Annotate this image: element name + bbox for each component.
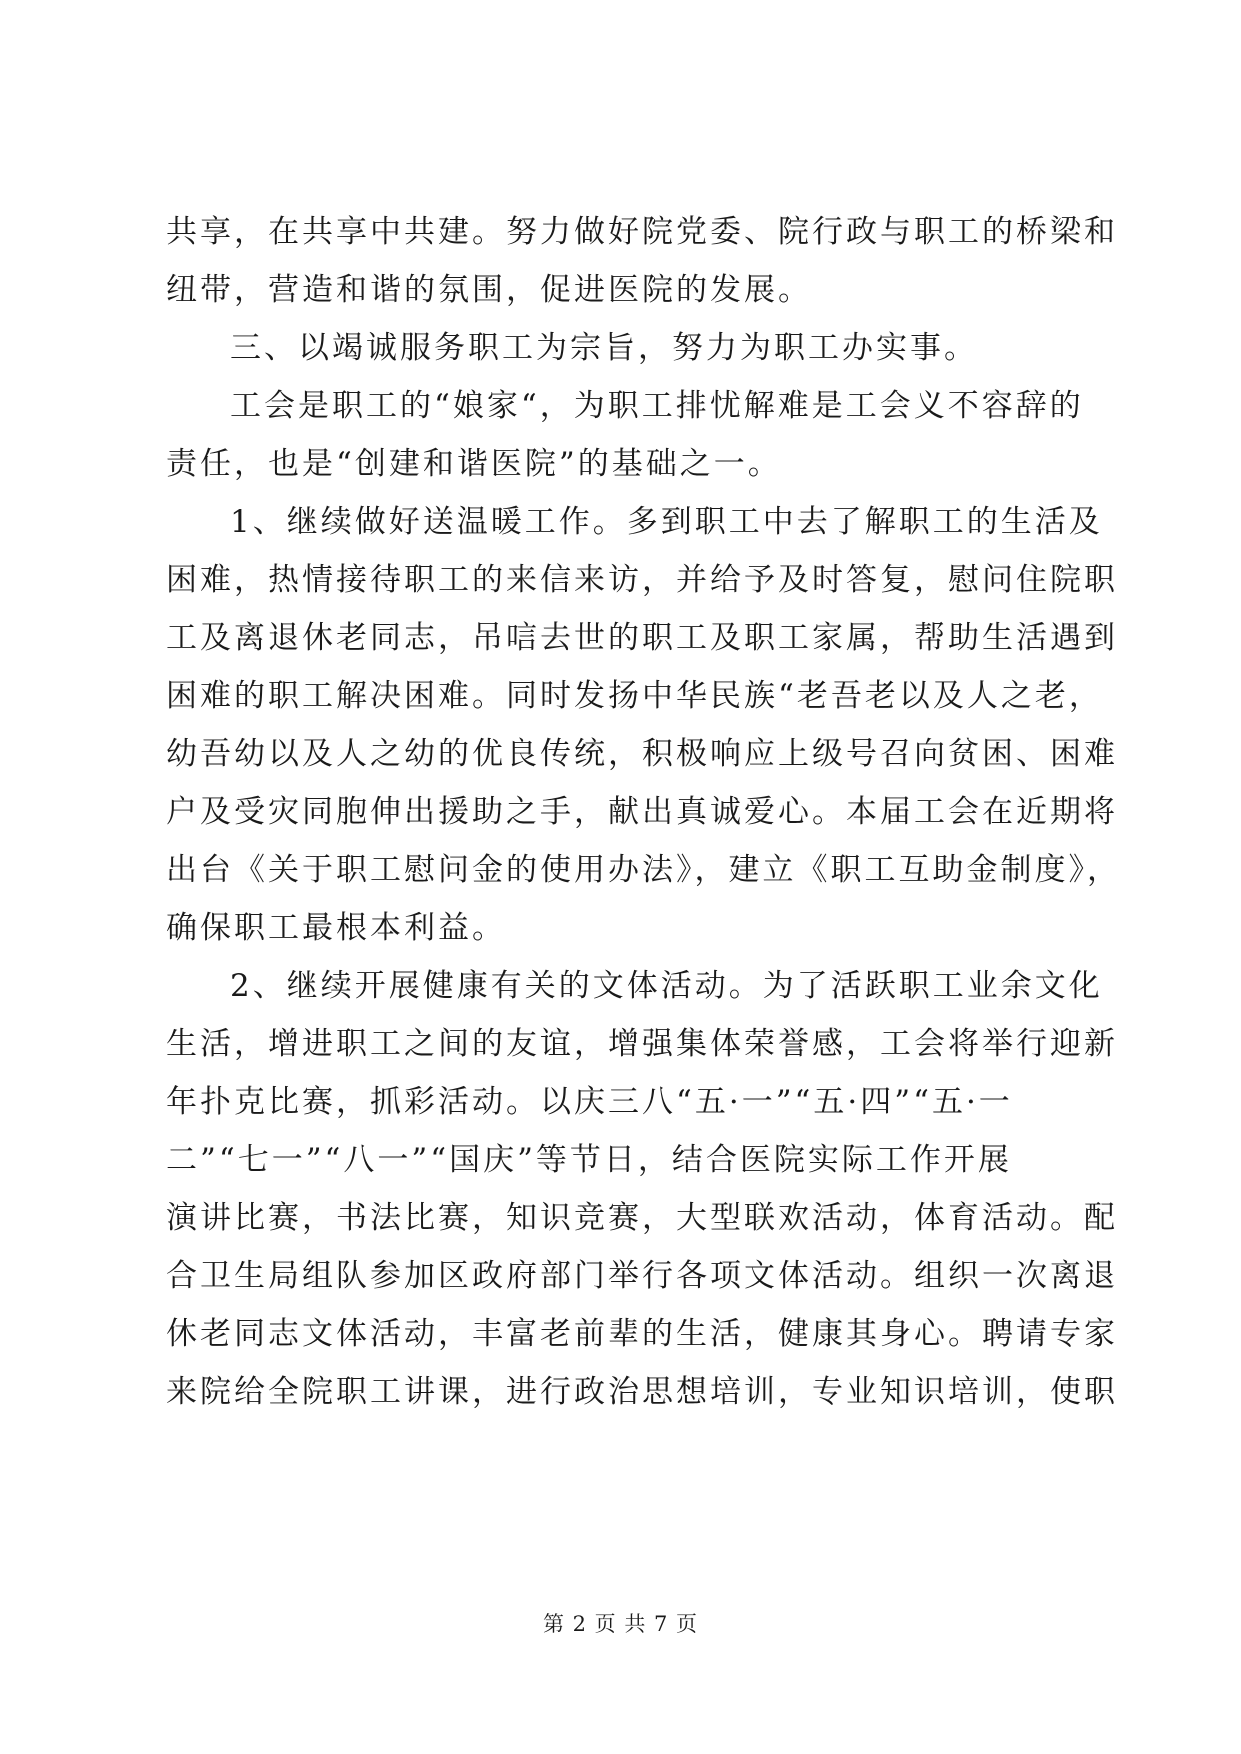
page-number-footer: 第 2 页 共 7 页 [542, 1612, 699, 1636]
body-text-line: 确保职工最根本利益。 [166, 910, 506, 946]
body-text-line: 工及离退休老同志，吊唁去世的职工及职工家属，帮助生活遇到 [166, 620, 1118, 656]
body-text-line: 出台《关于职工慰问金的使用办法》，建立《职工互助金制度》， [166, 852, 1121, 888]
section-heading: 三、以竭诚服务职工为宗旨，努力为职工办实事。 [230, 330, 978, 366]
body-text-line: 纽带，营造和谐的氛围，促进医院的发展。 [166, 272, 812, 308]
body-text-line: 休老同志文体活动，丰富老前辈的生活，健康其身心。聘请专家 [166, 1316, 1118, 1352]
body-text-line: 二”“七一”“八一”“国庆”等节日，结合医院实际工作开展 [166, 1142, 1012, 1178]
paragraph-first-line: 2、继续开展健康有关的文体活动。为了活跃职工业余文化 [230, 968, 1103, 1004]
body-text-line: 合卫生局组队参加区政府部门举行各项文体活动。组织一次离退 [166, 1258, 1118, 1294]
paragraph-first-line: 工会是职工的“娘家“，为职工排忧解难是工会义不容辞的 [230, 388, 1084, 424]
body-text-line: 来院给全院职工讲课，进行政治思想培训，专业知识培训，使职 [166, 1374, 1118, 1410]
body-text-line: 幼吾幼以及人之幼的优良传统，积极响应上级号召向贫困、困难 [166, 736, 1118, 772]
paragraph-first-line: 1、继续做好送温暖工作。多到职工中去了解职工的生活及 [230, 504, 1103, 540]
body-text-line: 演讲比赛，书法比赛，知识竞赛，大型联欢活动，体育活动。配 [166, 1200, 1118, 1236]
body-text-line: 户及受灾同胞伸出援助之手，献出真诚爱心。本届工会在近期将 [166, 794, 1118, 830]
body-text-line: 责任，也是“创建和谐医院”的基础之一。 [166, 446, 782, 482]
body-text-line: 生活，增进职工之间的友谊，增强集体荣誉感，工会将举行迎新 [166, 1026, 1118, 1062]
body-text-line: 年扑克比赛，抓彩活动。以庆三八“五·一”“五·四”“五·一 [166, 1084, 1013, 1120]
body-text-line: 困难，热情接待职工的来信来访，并给予及时答复，慰问住院职 [166, 562, 1118, 598]
body-text-line: 共享，在共享中共建。努力做好院党委、院行政与职工的桥梁和 [166, 214, 1118, 250]
body-text-line: 困难的职工解决困难。同时发扬中华民族“老吾老以及人之老， [166, 678, 1103, 714]
